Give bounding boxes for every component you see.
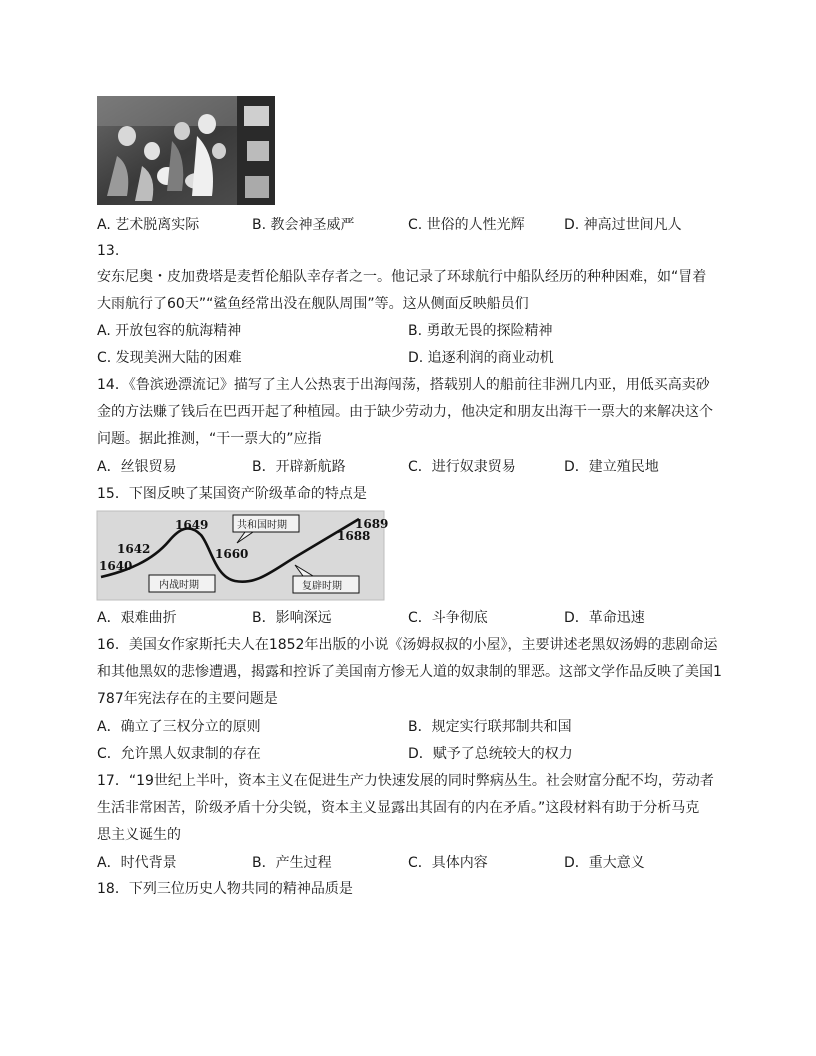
q15-option-c: C．斗争彻底 xyxy=(408,610,488,626)
q15-option-d: D．革命迅速 xyxy=(564,610,645,626)
q12-option-c: C. 世俗的人性光辉 xyxy=(408,217,525,233)
label-restoration: 复辟时期 xyxy=(302,581,342,592)
year-1649: 1649 xyxy=(175,518,209,532)
q16-stem-line-2: 和其他黑奴的悲惨遭遇，揭露和控诉了美国南方惨无人道的奴隶制的罪恶。这部文学作品反映了美国1 xyxy=(97,664,722,680)
q17-option-d: D．重大意义 xyxy=(564,855,645,871)
year-1689: 1689 xyxy=(355,517,389,531)
label-republic: 共和国时期 xyxy=(237,520,287,531)
q14-option-d: D．建立殖民地 xyxy=(564,459,659,475)
q14-option-c: C．进行奴隶贸易 xyxy=(408,459,516,475)
q17-option-a: A．时代背景 xyxy=(97,855,177,871)
q13-option-a: A. 开放包容的航海精神 xyxy=(97,323,242,339)
q13-option-b: B. 勇敢无畏的探险精神 xyxy=(408,323,553,339)
q13-number: 13. xyxy=(97,243,120,259)
q12-option-b: B. 教会神圣威严 xyxy=(252,217,355,233)
q17-stem-line-3: 思主义诞生的 xyxy=(97,827,181,843)
q12-option-d: D. 神高过世间凡人 xyxy=(564,217,682,233)
q16-stem-line-3: 787年宪法存在的主要问题是 xyxy=(97,691,278,707)
q17-option-b: B．产生过程 xyxy=(252,855,332,871)
q14-option-b: B．开辟新航路 xyxy=(252,459,346,475)
q16-option-b: B．规定实行联邦制共和国 xyxy=(408,719,572,735)
q13-option-c: C. 发现美洲大陆的困难 xyxy=(97,350,242,366)
q14-option-a: A．丝银贸易 xyxy=(97,459,177,475)
q14-stem-line-1: 14．《鲁滨逊漂流记》描写了主人公热衷于出海闯荡，搭载别人的船前往非洲几内亚，用低买高卖砂 xyxy=(97,377,710,393)
q16-option-a: A．确立了三权分立的原则 xyxy=(97,719,261,735)
q15-option-b: B．影响深远 xyxy=(252,610,332,626)
q17-stem-line-1: 17．“19世纪上半叶，资本主义在促进生产力快速发展的同时弊病丛生。社会财富分配不均，劳动者 xyxy=(97,773,714,789)
q16-stem-line-1: 16．美国女作家斯托夫人在1852年出版的小说《汤姆叔叔的小屋》，主要讲述老黑奴汤姆的悲剧命运 xyxy=(97,637,718,653)
q12-option-a: A. 艺术脱离实际 xyxy=(97,217,200,233)
painting-photo xyxy=(97,96,275,205)
q13-stem-line-2: 大雨航行了60天”“鲨鱼经常出没在舰队周围”等。这从侧面反映船员们 xyxy=(97,296,529,312)
year-1688: 1688 xyxy=(337,529,371,543)
q17-option-c: C．具体内容 xyxy=(408,855,488,871)
year-1640: 1640 xyxy=(99,559,133,573)
year-1660: 1660 xyxy=(215,547,249,561)
revolution-curve-figure xyxy=(97,511,389,600)
q15-option-a: A．艰难曲折 xyxy=(97,610,177,626)
q13-stem-line-1: 安东尼奥・皮加费塔是麦哲伦船队幸存者之一。他记录了环球航行中船队经历的种种困难，如“冒着 xyxy=(97,269,707,285)
q14-stem-line-2: 金的方法赚了钱后在巴西开起了种植园。由于缺少劳动力，他决定和朋友出海干一票大的来解决这个 xyxy=(97,404,713,420)
q16-option-c: C．允许黑人奴隶制的存在 xyxy=(97,746,261,762)
q13-option-d: D. 追逐利润的商业动机 xyxy=(408,350,554,366)
q18-stem: 18．下列三位历史人物共同的精神品质是 xyxy=(97,881,353,897)
year-1642: 1642 xyxy=(117,542,151,556)
q17-stem-line-2: 生活非常困苦，阶级矛盾十分尖锐，资本主义显露出其固有的内在矛盾。”这段材料有助于分析马克 xyxy=(97,800,700,816)
q14-stem-line-3: 问题。据此推测，“干一票大的”应指 xyxy=(97,431,322,447)
label-civil-war: 内战时期 xyxy=(159,580,199,591)
q15-stem: 15．下图反映了某国资产阶级革命的特点是 xyxy=(97,486,367,502)
q16-option-d: D．赋予了总统较大的权力 xyxy=(408,746,573,762)
